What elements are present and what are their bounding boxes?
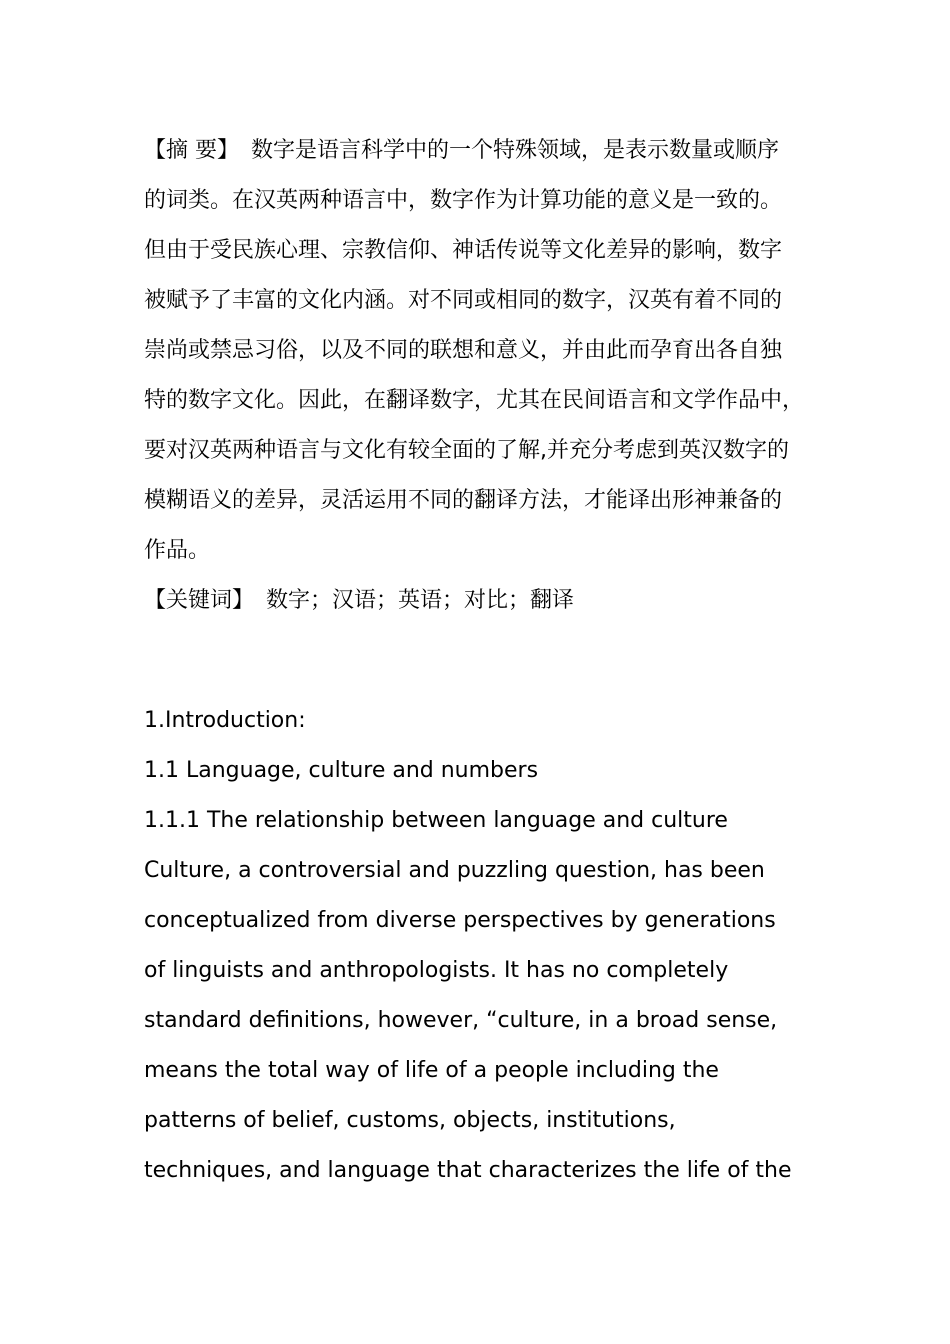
abstract-line-4: 被赋予了丰富的文化内涵。对不同或相同的数字，汉英有着不同的 — [144, 288, 783, 313]
body-paragraph-line-1: Culture, a controversial and puzzling question, has been — [144, 858, 765, 883]
keywords-text: 数字；汉语；英语；对比；翻译 — [266, 588, 575, 613]
heading-language-culture-relationship: 1.1.1 The relationship between language and culture — [144, 808, 728, 833]
abstract-text: 数字是语言科学中的一个特殊领域，是表示数量或顺序 — [251, 138, 780, 163]
abstract-line-8: 模糊语义的差异，灵活运用不同的翻译方法，才能译出形神兼备的 — [144, 488, 783, 513]
abstract-line-6: 特的数字文化。因此，在翻译数字，尤其在民间语言和文学作品中， — [144, 388, 805, 413]
body-paragraph-line-6: patterns of belief, customs, objects, institutions, — [144, 1108, 676, 1133]
abstract-line-2: 的词类。在汉英两种语言中，数字作为计算功能的意义是一致的。 — [144, 188, 783, 213]
abstract-line-5: 崇尚或禁忌习俗，以及不同的联想和意义，并由此而孕育出各自独 — [144, 338, 783, 363]
keywords-line — [144, 586, 574, 616]
body-paragraph-line-7: techniques, and language that characterizes the life of the — [144, 1158, 792, 1183]
keywords-label: 【关键词】 — [144, 588, 255, 613]
heading-introduction: 1.Introduction: — [144, 708, 306, 733]
body-paragraph-line-2: conceptualized from diverse perspectives by generations — [144, 908, 776, 933]
abstract-line-1 — [144, 136, 779, 166]
heading-language-culture-numbers: 1.1 Language, culture and numbers — [144, 758, 539, 783]
abstract-line-3: 但由于受民族心理、宗教信仰、神话传说等文化差异的影响，数字 — [144, 238, 783, 263]
body-paragraph-line-4: standard definitions, however, “culture, in a broad sense, — [144, 1008, 778, 1033]
abstract-label: 【摘 要】 — [144, 138, 239, 163]
abstract-line-7: 要对汉英两种语言与文化有较全面的了解,并充分考虑到英汉数字的 — [144, 438, 789, 463]
body-paragraph-line-3: of linguists and anthropologists. It has no completely — [144, 958, 729, 983]
abstract-line-9: 作品。 — [144, 538, 211, 563]
body-paragraph-line-5: means the total way of life of a people including the — [144, 1058, 719, 1083]
